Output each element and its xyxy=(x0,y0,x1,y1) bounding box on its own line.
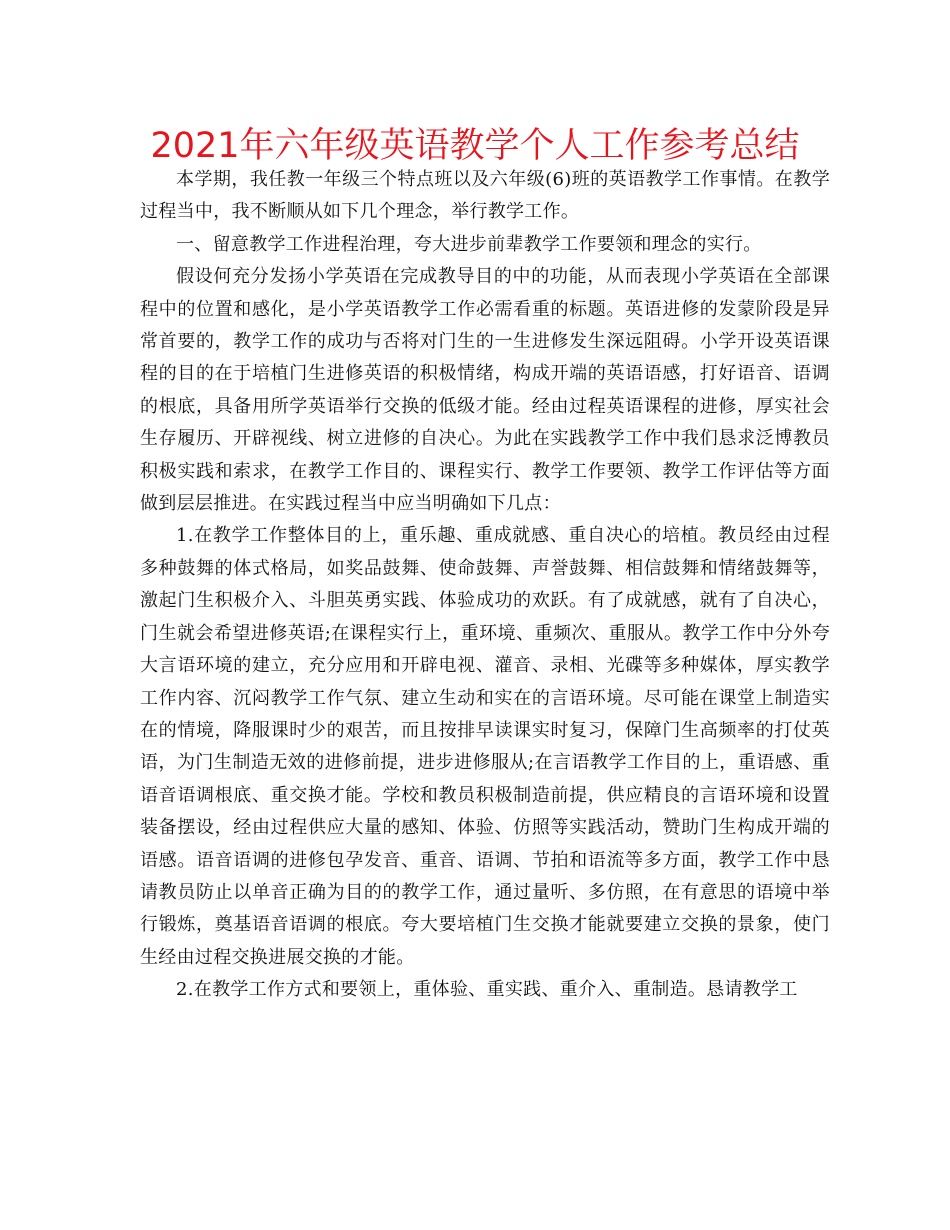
paragraph-intro: 本学期，我任教一年级三个特点班以及六年级(6)班的英语教学工作事情。在教学过程当中，我不断顺从如下几个理念，举行教学工作。 xyxy=(140,169,830,223)
document-body xyxy=(140,164,830,1007)
paragraph-section-heading: 一、留意教学工作进程治理，夸大进步前辈教学工作要领和理念的实行。 xyxy=(176,233,762,255)
paragraph-point-2: 2.在教学工作方式和要领上，重体验、重实践、重介入、重制造。恳请教学工 xyxy=(176,979,798,1001)
paragraph-point-1: 1.在教学工作整体目的上，重乐趣、重成就感、重自决心的培植。教员经由过程多种鼓舞的体式格局，如奖品鼓舞、使命鼓舞、声誉鼓舞、相信鼓舞和情绪鼓舞等，激起门生积极介入、斗胆英勇实践、体验成功的欢跃。有了成就感，就有了自决心，门生就会希望进修英语;在课程实行上，重环境、重频次、重服从。教学工作中分外夸大言语环境的建立，充分应用和开辟电视、灌音、录相、光碟等多种媒体，厚实教学工作内容、沉闷教学工作气氛、建立生动和实在的言语环境。尽可能在课堂上制造实在的情境，降服课时少的艰苦，而且按排早读课实时复习，保障门生高频率的打仗英语，为门生制造无效的进修前提，进步进修服从;在言语教学工作目的上，重语感、重语音语调根底、重交换才能。学校和教员积极制造前提，供应精良的言语环境和设置装备摆设，经由过程供应大量的感知、体验、仿照等实践活动，赞助门生构成开端的语感。语音语调的进修包孕发音、重音、语调、节拍和语流等多方面，教学工作中恳请教员防止以单音正确为目的的教学工作，通过量听、多仿照，在有意思的语境中举行锻炼，奠基语音语调的根底。夸大要培植门生交换才能就要建立交换的景象，使门生经由过程交换进展交换的才能。 xyxy=(140,525,830,968)
document-title: 2021年六年级英语教学个人工作参考总结 xyxy=(150,126,800,166)
paragraph-goals: 假设何充分发扬小学英语在完成教导目的中的功能，从而表现小学英语在全部课程中的位置和感化，是小学英语教学工作必需看重的标题。英语进修的发蒙阶段是异常首要的，教学工作的成功与否将对门生的一生进修发生深远阻碍。小学开设英语课程的目的在于培植门生进修英语的积极情绪，构成开端的英语语感，打好语音、语调的根底，具备用所学英语举行交换的低级才能。经由过程英语课程的进修，厚实社会生存履历、开辟视线、树立进修的自决心。为此在实践教学工作中我们恳求泛博教员积极实践和索求，在教学工作目的、课程实行、教学工作要领、教学工作评估等方面做到层层推进。在实践过程当中应当明确如下几点： xyxy=(140,266,830,515)
